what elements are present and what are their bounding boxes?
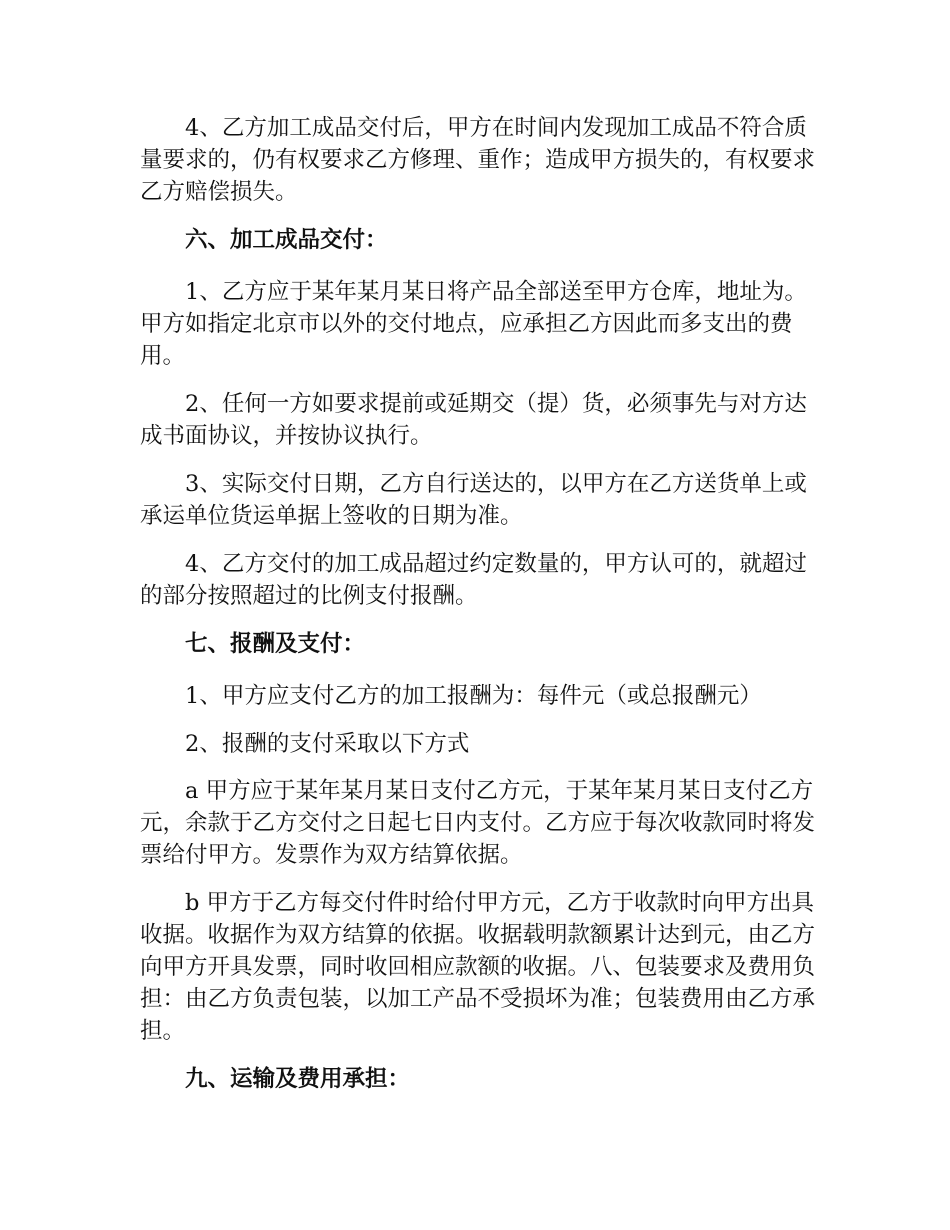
- clause-6-item-1: 1、乙方应于某年某月某日将产品全部送至甲方仓库，地址为。甲方如指定北京市以外的交付地点，应承担乙方因此而多支出的费用。: [140, 279, 807, 369]
- clause-6-item-3: 3、实际交付日期，乙方自行送达的，以甲方在乙方送货单上或承运单位货运单据上签收的日期为准。: [140, 471, 807, 529]
- clause-7-item-2: 2、报酬的支付采取以下方式: [185, 731, 470, 757]
- clause-5-item-4: 4、乙方加工成品交付后，甲方在时间内发现加工成品不符合质量要求的，仍有权要求乙方修理、重作；造成甲方损失的，有权要求乙方赔偿损失。: [140, 115, 816, 205]
- clause-6-item-2: 2、任何一方如要求提前或延期交（提）货，必须事先与对方达成书面协议，并按协议执行。: [140, 391, 807, 449]
- clause-7-option-b: b 甲方于乙方每交付件时给付甲方元，乙方于收款时向甲方出具收据。收据作为双方结算的依据。收据载明款额累计达到元，由乙方向甲方开具发票，同时收回相应款额的收据。八、包装要求及费用负担：由乙方负责包装，以加工产品不受损坏为准；包装费用由乙方承担。: [140, 890, 816, 1044]
- section-heading-9: 九、运输及费用承担：: [185, 1066, 411, 1092]
- section-heading-7: 七、报酬及支付：: [185, 631, 366, 657]
- section-heading-6: 六、加工成品交付：: [185, 227, 388, 253]
- clause-6-item-4: 4、乙方交付的加工成品超过约定数量的，甲方认可的，就超过的部分按照超过的比例支付报酬。: [140, 551, 807, 609]
- clause-7-option-a: a 甲方应于某年某月某日支付乙方元，于某年某月某日支付乙方元，余款于乙方交付之日起七日内支付。乙方应于每次收款同时将发票给付甲方。发票作为双方结算依据。: [140, 778, 816, 868]
- document-body: [140, 112, 815, 1115]
- clause-7-item-1: 1、甲方应支付乙方的加工报酬为：每件元（或总报酬元）: [185, 683, 762, 709]
